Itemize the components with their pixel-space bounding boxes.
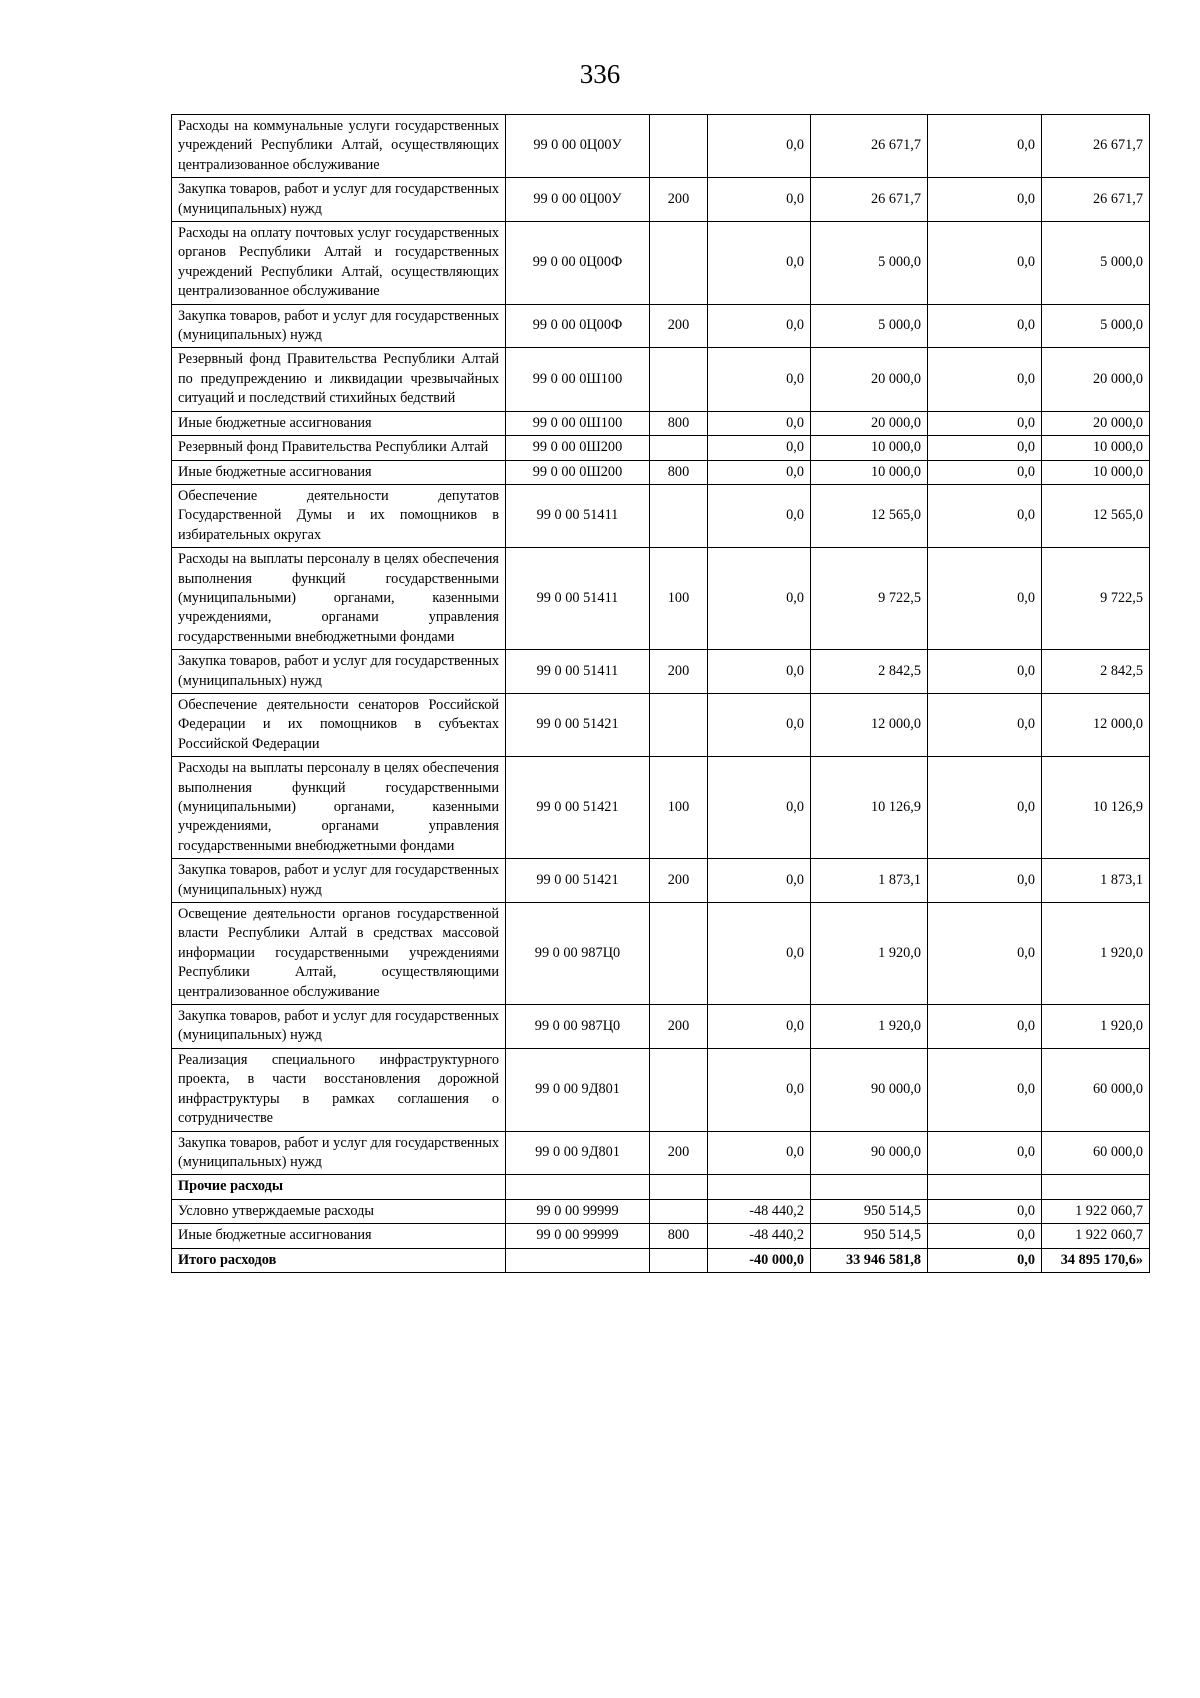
row-value-total: 26 671,7 — [1042, 178, 1150, 222]
row-target-code: 99 0 00 51421 — [506, 757, 650, 859]
row-value-total: 1 922 060,7 — [1042, 1224, 1150, 1248]
row-value-amount: 5 000,0 — [811, 222, 928, 305]
row-target-code: 99 0 00 987Ц0 — [506, 903, 650, 1005]
row-value-total: 1 922 060,7 — [1042, 1199, 1150, 1223]
row-target-code: 99 0 00 0Ц00У — [506, 115, 650, 178]
row-value-change: 0,0 — [708, 650, 811, 694]
row-value-total: 2 842,5 — [1042, 650, 1150, 694]
empty-cell — [650, 1248, 708, 1272]
row-expense-type — [650, 1048, 708, 1131]
row-description: Иные бюджетные ассигнования — [172, 411, 506, 435]
row-value-change-2: 0,0 — [928, 693, 1042, 756]
row-value-change: 0,0 — [708, 460, 811, 484]
row-value-amount: 90 000,0 — [811, 1131, 928, 1175]
row-description: Закупка товаров, работ и услуг для государственных (муниципальных) нужд — [172, 859, 506, 903]
row-value-change-2: 0,0 — [928, 304, 1042, 348]
row-target-code: 99 0 00 0Ш200 — [506, 460, 650, 484]
row-value-amount: 950 514,5 — [811, 1199, 928, 1223]
row-value-change-2: 0,0 — [928, 548, 1042, 650]
row-description: Расходы на оплату почтовых услуг государственных органов Республики Алтай и государственных учреждений Республики Алтай, осуществляющих централизованное обслуживание — [172, 222, 506, 305]
row-value-total: 1 920,0 — [1042, 903, 1150, 1005]
row-target-code: 99 0 00 9Д801 — [506, 1131, 650, 1175]
row-value-total: 26 671,7 — [1042, 115, 1150, 178]
table-row — [172, 304, 1150, 348]
row-value-amount: 1 873,1 — [811, 859, 928, 903]
row-expense-type: 100 — [650, 548, 708, 650]
row-target-code: 99 0 00 99999 — [506, 1199, 650, 1223]
row-description: Иные бюджетные ассигнования — [172, 460, 506, 484]
table-row — [172, 757, 1150, 859]
row-target-code: 99 0 00 0Ш100 — [506, 411, 650, 435]
row-expense-type: 100 — [650, 757, 708, 859]
row-value-change-2: 0,0 — [928, 1131, 1042, 1175]
total-label: Итого расходов — [172, 1248, 506, 1272]
row-description: Закупка товаров, работ и услуг для государственных (муниципальных) нужд — [172, 178, 506, 222]
section-heading-label: Прочие расходы — [172, 1175, 506, 1199]
row-value-change-2: 0,0 — [928, 903, 1042, 1005]
table-row — [172, 903, 1150, 1005]
row-value-change: 0,0 — [708, 693, 811, 756]
row-value-change-2: 0,0 — [928, 650, 1042, 694]
total-value-v1: -40 000,0 — [708, 1248, 811, 1272]
row-value-total: 5 000,0 — [1042, 304, 1150, 348]
row-expense-type — [650, 222, 708, 305]
row-value-change: 0,0 — [708, 411, 811, 435]
total-value-v3: 0,0 — [928, 1248, 1042, 1272]
row-value-change-2: 0,0 — [928, 436, 1042, 460]
row-value-amount: 20 000,0 — [811, 348, 928, 411]
row-target-code: 99 0 00 51411 — [506, 650, 650, 694]
table-row — [172, 859, 1150, 903]
row-value-change-2: 0,0 — [928, 460, 1042, 484]
row-value-change-2: 0,0 — [928, 1005, 1042, 1049]
row-value-total: 1 920,0 — [1042, 1005, 1150, 1049]
table-row — [172, 460, 1150, 484]
row-description: Иные бюджетные ассигнования — [172, 1224, 506, 1248]
row-value-total: 1 873,1 — [1042, 859, 1150, 903]
row-value-total: 9 722,5 — [1042, 548, 1150, 650]
row-value-amount: 1 920,0 — [811, 1005, 928, 1049]
table-row — [172, 484, 1150, 547]
row-target-code: 99 0 00 0Ц00У — [506, 178, 650, 222]
row-value-change: 0,0 — [708, 115, 811, 178]
row-value-change: 0,0 — [708, 178, 811, 222]
budget-table — [171, 114, 1150, 1273]
row-value-total: 12 565,0 — [1042, 484, 1150, 547]
empty-cell — [708, 1175, 811, 1199]
row-description: Реализация специального инфраструктурного проекта, в части восстановления дорожной инфраструктуры в рамках соглашения о сотрудничестве — [172, 1048, 506, 1131]
row-expense-type — [650, 115, 708, 178]
row-expense-type: 200 — [650, 1005, 708, 1049]
row-value-total: 60 000,0 — [1042, 1131, 1150, 1175]
table-row — [172, 411, 1150, 435]
row-expense-type — [650, 484, 708, 547]
row-description: Резервный фонд Правительства Республики Алтай — [172, 436, 506, 460]
row-value-change: 0,0 — [708, 222, 811, 305]
table-row — [172, 693, 1150, 756]
row-description: Резервный фонд Правительства Республики Алтай по предупреждению и ликвидации чрезвычайных ситуаций и последствий стихийных бедствий — [172, 348, 506, 411]
row-value-total: 10 000,0 — [1042, 460, 1150, 484]
table-row — [172, 1199, 1150, 1223]
row-value-amount: 10 000,0 — [811, 436, 928, 460]
row-value-change: 0,0 — [708, 548, 811, 650]
row-expense-type: 800 — [650, 460, 708, 484]
table-row — [172, 548, 1150, 650]
row-description: Обеспечение деятельности сенаторов Российской Федерации и их помощников в субъектах Российской Федерации — [172, 693, 506, 756]
row-value-change-2: 0,0 — [928, 1048, 1042, 1131]
empty-cell — [650, 1175, 708, 1199]
row-target-code: 99 0 00 51421 — [506, 693, 650, 756]
row-value-total: 5 000,0 — [1042, 222, 1150, 305]
page-number: 336 — [579, 59, 621, 89]
row-value-amount: 10 000,0 — [811, 460, 928, 484]
row-target-code: 99 0 00 51411 — [506, 484, 650, 547]
total-value-v4: 34 895 170,6» — [1042, 1248, 1150, 1272]
row-value-change-2: 0,0 — [928, 348, 1042, 411]
row-value-total: 20 000,0 — [1042, 411, 1150, 435]
row-value-total: 10 000,0 — [1042, 436, 1150, 460]
row-target-code: 99 0 00 51421 — [506, 859, 650, 903]
row-expense-type — [650, 348, 708, 411]
row-description: Закупка товаров, работ и услуг для государственных (муниципальных) нужд — [172, 1131, 506, 1175]
row-expense-type: 200 — [650, 859, 708, 903]
row-description: Закупка товаров, работ и услуг для государственных (муниципальных) нужд — [172, 1005, 506, 1049]
row-value-change-2: 0,0 — [928, 222, 1042, 305]
row-target-code: 99 0 00 99999 — [506, 1224, 650, 1248]
row-description: Обеспечение деятельности депутатов Государственной Думы и их помощников в избирательных округах — [172, 484, 506, 547]
row-description: Расходы на коммунальные услуги государственных учреждений Республики Алтай, осуществляющих централизованное обслуживание — [172, 115, 506, 178]
row-value-total: 12 000,0 — [1042, 693, 1150, 756]
row-value-total: 60 000,0 — [1042, 1048, 1150, 1131]
row-value-total: 10 126,9 — [1042, 757, 1150, 859]
table-row — [172, 436, 1150, 460]
row-value-change: 0,0 — [708, 436, 811, 460]
row-target-code: 99 0 00 0Ц00Ф — [506, 222, 650, 305]
row-expense-type: 200 — [650, 304, 708, 348]
table-row — [172, 1224, 1150, 1248]
row-value-amount: 90 000,0 — [811, 1048, 928, 1131]
row-target-code: 99 0 00 9Д801 — [506, 1048, 650, 1131]
row-value-change-2: 0,0 — [928, 411, 1042, 435]
row-value-amount: 12 565,0 — [811, 484, 928, 547]
table-row — [172, 1048, 1150, 1131]
row-value-amount: 10 126,9 — [811, 757, 928, 859]
table-row — [172, 1131, 1150, 1175]
empty-cell — [506, 1248, 650, 1272]
table-body — [172, 115, 1150, 1273]
row-target-code: 99 0 00 0Ш200 — [506, 436, 650, 460]
row-value-amount: 9 722,5 — [811, 548, 928, 650]
row-value-total: 20 000,0 — [1042, 348, 1150, 411]
row-value-change: 0,0 — [708, 1005, 811, 1049]
table-row — [172, 178, 1150, 222]
row-value-amount: 26 671,7 — [811, 115, 928, 178]
row-description: Условно утверждаемые расходы — [172, 1199, 506, 1223]
row-target-code: 99 0 00 51411 — [506, 548, 650, 650]
total-value-v2: 33 946 581,8 — [811, 1248, 928, 1272]
row-expense-type — [650, 436, 708, 460]
row-value-change: 0,0 — [708, 304, 811, 348]
row-expense-type: 800 — [650, 1224, 708, 1248]
row-expense-type: 200 — [650, 1131, 708, 1175]
row-expense-type — [650, 693, 708, 756]
row-value-change-2: 0,0 — [928, 757, 1042, 859]
row-value-change: 0,0 — [708, 1048, 811, 1131]
row-description: Расходы на выплаты персоналу в целях обеспечения выполнения функций государственными (муниципальными) органами, казенными учреждениями, органами управления государственными внебюджетными фондами — [172, 548, 506, 650]
row-value-change: 0,0 — [708, 859, 811, 903]
row-expense-type: 800 — [650, 411, 708, 435]
row-description: Закупка товаров, работ и услуг для государственных (муниципальных) нужд — [172, 650, 506, 694]
empty-cell — [1042, 1175, 1150, 1199]
row-value-amount: 5 000,0 — [811, 304, 928, 348]
row-value-change-2: 0,0 — [928, 178, 1042, 222]
row-value-change-2: 0,0 — [928, 115, 1042, 178]
row-description: Закупка товаров, работ и услуг для государственных (муниципальных) нужд — [172, 304, 506, 348]
row-description: Расходы на выплаты персоналу в целях обеспечения выполнения функций государственными (муниципальными) органами, казенными учреждениями, органами управления государственными внебюджетными фондами — [172, 757, 506, 859]
row-value-amount: 26 671,7 — [811, 178, 928, 222]
row-target-code: 99 0 00 987Ц0 — [506, 1005, 650, 1049]
row-expense-type — [650, 903, 708, 1005]
row-value-change-2: 0,0 — [928, 484, 1042, 547]
table-row-total — [172, 1248, 1150, 1272]
row-target-code: 99 0 00 0Ц00Ф — [506, 304, 650, 348]
table-row — [172, 650, 1150, 694]
row-value-change: -48 440,2 — [708, 1224, 811, 1248]
table-row — [172, 348, 1150, 411]
row-value-change-2: 0,0 — [928, 859, 1042, 903]
row-value-change: 0,0 — [708, 1131, 811, 1175]
row-value-change: -48 440,2 — [708, 1199, 811, 1223]
row-value-amount: 20 000,0 — [811, 411, 928, 435]
row-value-change: 0,0 — [708, 484, 811, 547]
row-expense-type — [650, 1199, 708, 1223]
table-row-section-heading — [172, 1175, 1150, 1199]
row-value-change: 0,0 — [708, 757, 811, 859]
row-value-change-2: 0,0 — [928, 1224, 1042, 1248]
row-value-change-2: 0,0 — [928, 1199, 1042, 1223]
empty-cell — [928, 1175, 1042, 1199]
row-value-amount: 12 000,0 — [811, 693, 928, 756]
row-value-change: 0,0 — [708, 348, 811, 411]
row-value-amount: 950 514,5 — [811, 1224, 928, 1248]
table-row — [172, 115, 1150, 178]
row-value-amount: 2 842,5 — [811, 650, 928, 694]
row-value-change: 0,0 — [708, 903, 811, 1005]
empty-cell — [811, 1175, 928, 1199]
empty-cell — [506, 1175, 650, 1199]
table-row — [172, 222, 1150, 305]
row-expense-type: 200 — [650, 650, 708, 694]
row-value-amount: 1 920,0 — [811, 903, 928, 1005]
table-row — [172, 1005, 1150, 1049]
row-expense-type: 200 — [650, 178, 708, 222]
row-target-code: 99 0 00 0Ш100 — [506, 348, 650, 411]
row-description: Освещение деятельности органов государственной власти Республики Алтай в средствах массовой информации государственными учреждениями Республики Алтай, осуществляющими централизованное обслуживание — [172, 903, 506, 1005]
